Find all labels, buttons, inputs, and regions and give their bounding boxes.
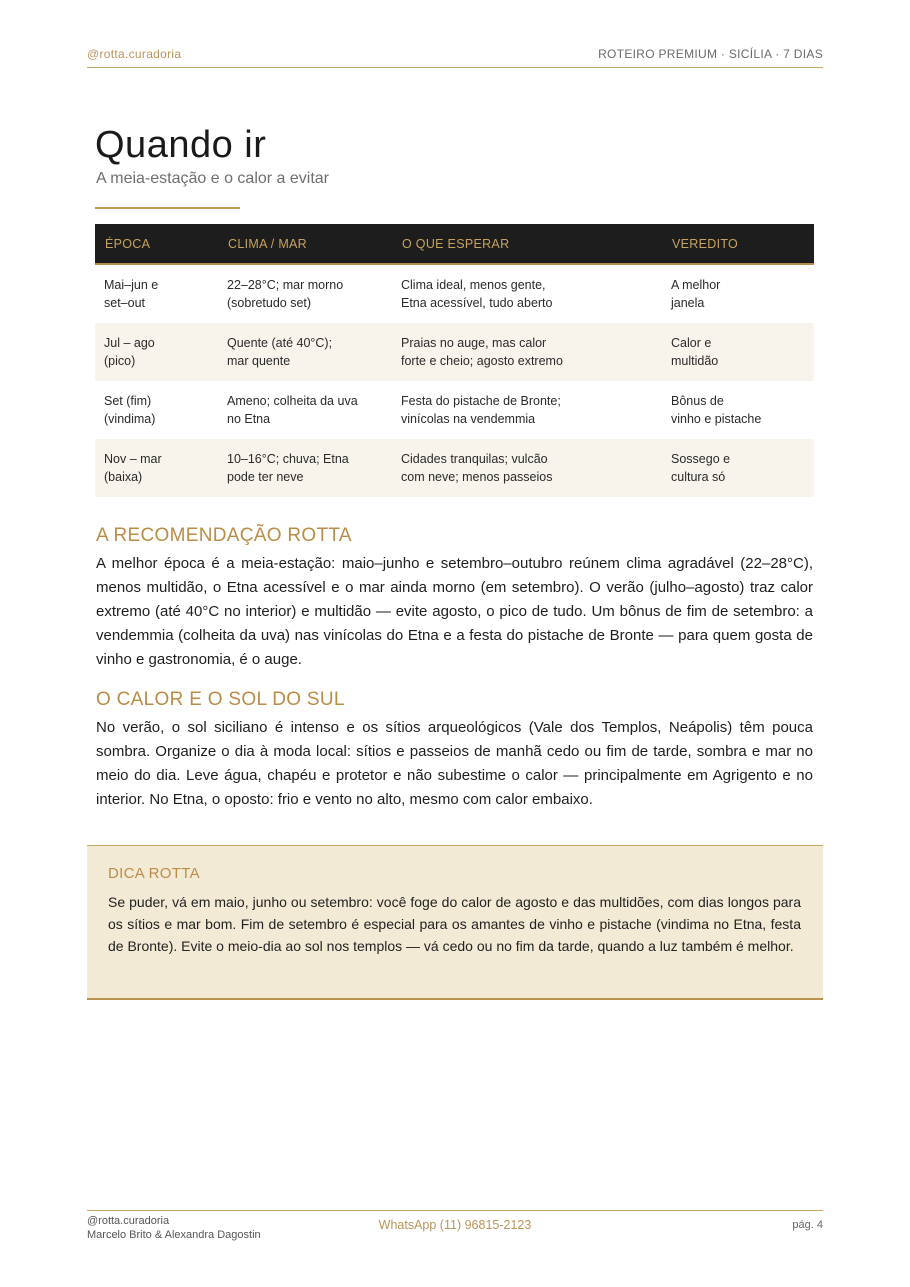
col-header-veredito: VEREDITO bbox=[662, 224, 814, 264]
cell-veredito: Bônus de vinho e pistache bbox=[671, 394, 762, 426]
page-header bbox=[87, 46, 823, 68]
cell-epoca: Set (fim) (vindima) bbox=[104, 394, 156, 426]
season-table bbox=[95, 224, 814, 497]
page-footer bbox=[87, 1210, 823, 1251]
header-doc-title: ROTEIRO PREMIUM · SICÍLIA · 7 DIAS bbox=[598, 47, 823, 61]
cell-epoca: Jul – ago (pico) bbox=[95, 323, 218, 381]
col-header-epoca: ÉPOCA bbox=[95, 224, 218, 264]
section-heading-recomendacao: A RECOMENDAÇÃO ROTTA bbox=[96, 525, 352, 546]
table-row bbox=[95, 381, 814, 439]
cell-clima: 22–28°C; mar morno (sobretudo set) bbox=[227, 278, 344, 310]
table-row bbox=[95, 264, 814, 323]
section-heading-calor: O CALOR E O SOL DO SUL bbox=[96, 689, 345, 710]
footer-authors: Marcelo Brito & Alexandra Dagostin bbox=[87, 1229, 261, 1241]
cell-veredito: Sossego e cultura só bbox=[662, 439, 814, 497]
cell-esperar: Clima ideal, menos gente, Etna acessível, tudo aberto bbox=[401, 278, 553, 310]
table-row bbox=[95, 439, 814, 497]
table-row bbox=[95, 323, 814, 381]
table-header-row bbox=[95, 224, 814, 264]
cell-veredito: A melhor janela bbox=[671, 278, 721, 310]
cell-clima: Quente (até 40°C); mar quente bbox=[218, 323, 392, 381]
cell-clima: Ameno; colheita da uva no Etna bbox=[227, 394, 358, 426]
col-header-clima: CLIMA / MAR bbox=[218, 224, 392, 264]
footer-whatsapp: WhatsApp (11) 96815-2123 bbox=[378, 1218, 532, 1232]
cell-epoca: Mai–jun e set–out bbox=[104, 278, 159, 310]
section-text-calor: No verão, o sol siciliano é intenso e os sítios arqueológicos (Vale dos Templos, Neápolis) têm pouca sombra. Organize o dia à moda local: sítios e passeios de manhã cedo ou fim de tarde, sombra e mar no meio do dia. Leve água, chapéu e protetor e não subestime o calor — principalmente em Agrigento e no interior. No Etna, o oposto: frio e vento no alto, mesmo com calor embaixo. bbox=[96, 719, 813, 808]
page-title: Quando ir bbox=[95, 124, 267, 166]
tip-text: Se puder, vá em maio, junho ou setembro: você foge do calor de agosto e das multidões, com dias longos para os sítios e mar bom. Fim de setembro é especial para os amantes de vinho e pistache (vindima no Etna, festa de Bronte). Evite o meio-dia ao sol nos templos — vá cedo ou no fim da tarde, quando a luz também é melhor. bbox=[108, 894, 801, 954]
cell-esperar: Cidades tranquilas; vulcão com neve; menos passeios bbox=[392, 439, 662, 497]
tip-heading: DICA ROTTA bbox=[108, 865, 200, 882]
title-rule bbox=[95, 207, 240, 209]
cell-esperar: Festa do pistache de Bronte; vinícolas na vendemmia bbox=[401, 394, 561, 426]
cell-esperar: Praias no auge, mas calor forte e cheio; agosto extremo bbox=[392, 323, 662, 381]
cell-veredito: Calor e multidão bbox=[662, 323, 814, 381]
header-brand: @rotta.curadoria bbox=[87, 47, 182, 61]
footer-brand: @rotta.curadoria bbox=[87, 1215, 170, 1227]
col-header-esperar: O QUE ESPERAR bbox=[392, 224, 662, 264]
cell-clima: 10–16°C; chuva; Etna pode ter neve bbox=[218, 439, 392, 497]
footer-page-number: pág. 4 bbox=[792, 1219, 823, 1231]
page-subtitle: A meia-estação e o calor a evitar bbox=[96, 170, 330, 187]
section-text-recomendacao: A melhor época é a meia-estação: maio–junho e setembro–outubro reúnem clima agradável (22–28°C), menos multidão, o Etna acessível e o mar ainda morno (em setembro). O verão (julho–agosto) traz calor extremo (até 40°C no interior) e multidão — evite agosto, o pico de tudo. Um bônus de fim de setembro: a vendemmia (colheita da uva) nas vinícolas do Etna e a festa do pistache de Bronte — para quem gosta de vinho e gastronomia, é o auge. bbox=[96, 555, 813, 668]
tip-box bbox=[87, 845, 823, 1000]
cell-epoca: Nov – mar (baixa) bbox=[95, 439, 218, 497]
